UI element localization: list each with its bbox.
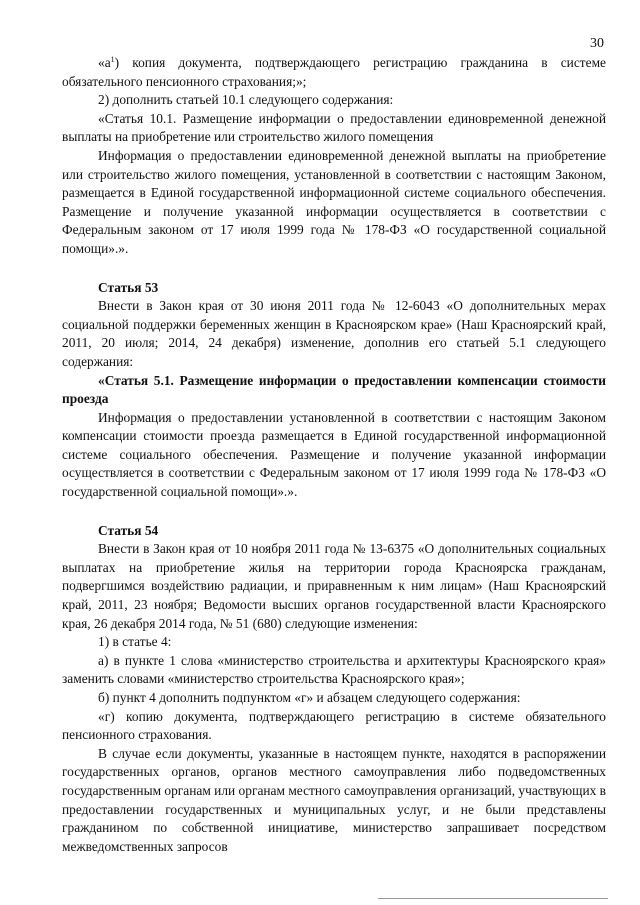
paragraph-amend-10-1: 2) дополнить статьей 10.1 следующего содержания: (98, 92, 394, 108)
article-54-item-1b: б) пункт 4 дополнить подпунктом «г» и абзацем следующего содержания: (98, 690, 521, 705)
article-53-intro: Внести в Закон края от 30 июня 2011 года № 12-6043 «О дополнительных мерах социальной поддержки беременных женщин в Красноярском крае» (Наш Красноярский край, 2011, 20 июля; 2014, 24 декабря) изменение, дополнив его статьей 5.1 следующего содержания: (62, 298, 606, 369)
article-54-intro: Внести в Закон края от 10 ноября 2011 года № 13-6375 «О дополнительных социальных выплатах на приобретение жилья на территории города Красноярска гражданам, подвергшимся воздействию радиации, и приравненным к ним лицам» (Наш Красноярский край, 2011, 23 ноября; Ведомости высших органов государственной власти Красноярского края, 26 декабря 2014 года, № 51 (680) следующие изменения: (62, 541, 606, 631)
paragraph-subclause-a1 (62, 54, 606, 91)
article-5-1-title: «Статья 5.1. Размещение информации о предоставлении компенсации стоимости проезда (62, 372, 606, 407)
article-54-item-1g: «г) копию документа, подтверждающего регистрацию в системе обязательного пенсионного страхования. (62, 708, 606, 743)
paragraph-subclause-a1-post: ) копия документа, подтверждающего регистрацию гражданина в системе обязательного пенсионного страхования;»; (62, 55, 606, 89)
paragraph-subclause-a1-pre: «а (98, 55, 111, 70)
spacer (62, 259, 606, 265)
article-54-item-1a: а) в пункте 1 слова «министерство строительства и архитектуры Красноярского края» заменить словами «министерство строительства Красноярского края»; (62, 652, 606, 687)
article-54-heading: Статья 54 (98, 522, 159, 538)
document-body (62, 54, 606, 856)
article-54-item-last: В случае если документы, указанные в настоящем пункте, находятся в распоряжении государственных органов, органов местного самоуправления либо подведомственных государственным органам или органам местного самоуправления организаций, участвующих в предоставлении государственных и муниципальных услуг, и не были представлены гражданином по собственной инициативе, министерство запрашивает посредством межведомственных запросов (62, 745, 606, 854)
page-number: 30 (590, 36, 604, 51)
article-53-heading: Статья 53 (98, 279, 159, 295)
footer-rule (378, 898, 608, 899)
article-54-item-1: 1) в статье 4: (98, 634, 172, 650)
article-5-1-body: Информация о предоставлении установленной в соответствии с настоящим Законом компенсации стоимости проезда размещается в Единой государственной информационной системе социального обеспечения. Размещение и получение указанной информации осуществляется в соответствии с Федеральным законом от 17 июля 1999 года № 178-ФЗ «О государственной социальной помощи».». (62, 409, 606, 500)
paragraph-article-10-1-body: Информация о предоставлении единовременной денежной выплаты на приобретение или строительство жилого помещения, установленной в соответствии с настоящим Законом, размещается в Единой государственной информационной системе социального обеспечения. Размещение и получение указанной информации осуществляется в соответствии с Федеральным законом от 17 июля 1999 года № 178-ФЗ «О государственной социальной помощи».». (62, 147, 606, 256)
paragraph-article-10-1-title: «Статья 10.1. Размещение информации о предоставлении единовременной денежной выплаты на приобретение или строительство жилого помещения (62, 110, 606, 145)
spacer (62, 502, 606, 508)
superscript-1: 1 (110, 55, 115, 64)
